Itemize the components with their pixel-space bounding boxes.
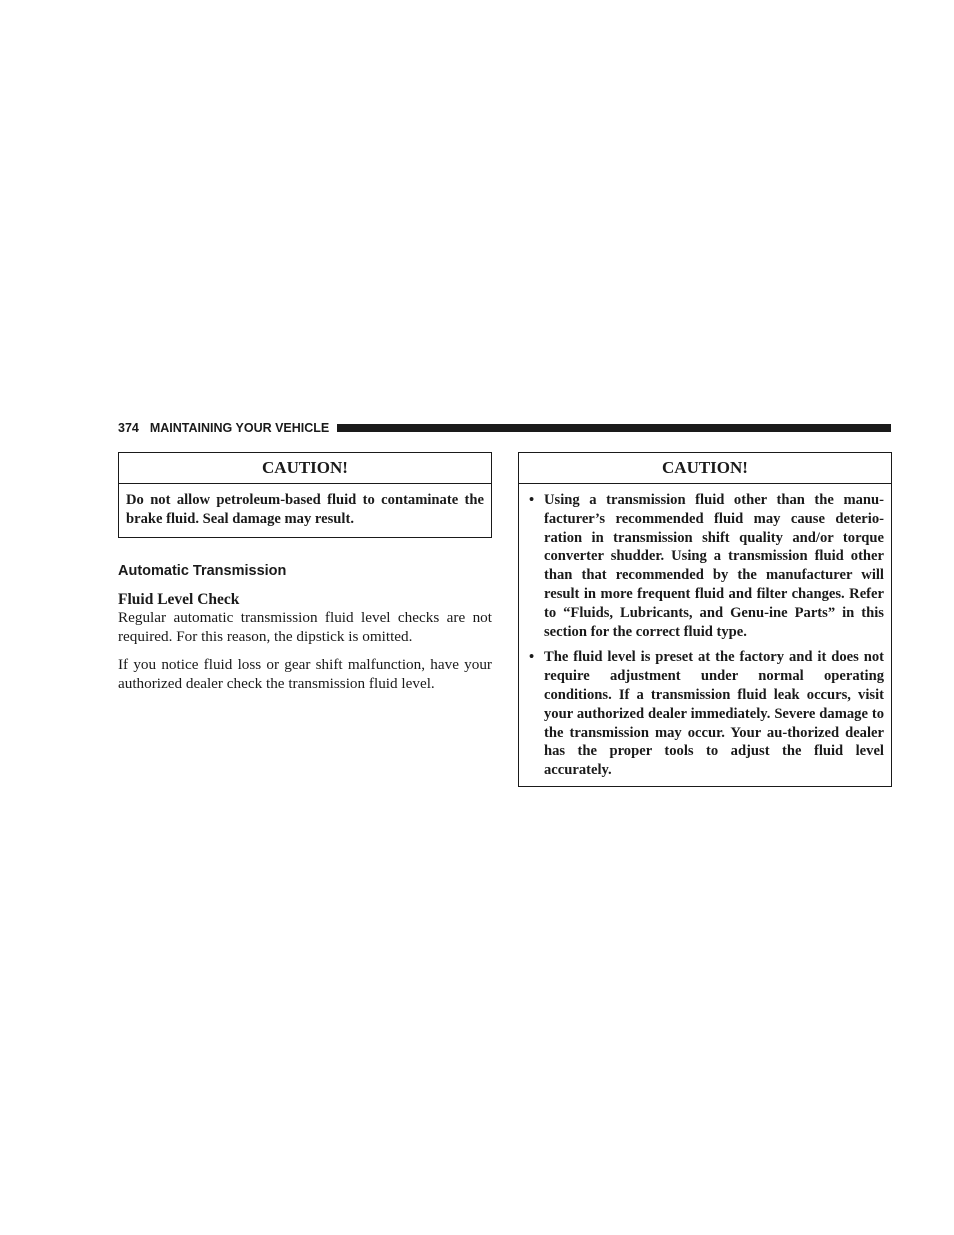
page-header bbox=[118, 420, 891, 436]
caution-title: CAUTION! bbox=[519, 453, 891, 484]
paragraph-fluid-check-info: Regular automatic transmission fluid level checks are not required. For this reason, the dipstick is omitted. bbox=[118, 609, 492, 645]
bullet-text: The fluid level is preset at the factory and it does not require adjustment under normal operating conditions. If a transmission fluid leak occurs, visit your authorized dealer immediately. Severe damage to the transmission may occur. Your au-thorized dealer has the proper tools to adjust the fluid level accurately. bbox=[544, 649, 884, 779]
section-heading-automatic-transmission: Automatic Transmission bbox=[118, 563, 287, 579]
page-number: 374 bbox=[118, 421, 139, 435]
paragraph-fluid-loss-advice: If you notice fluid loss or gear shift malfunction, have your authorized dealer check the transmission fluid level. bbox=[118, 656, 492, 692]
caution-text: Do not allow petroleum-based fluid to contaminate the brake fluid. Seal damage may result. bbox=[126, 492, 484, 527]
caution-body bbox=[519, 484, 891, 788]
section-title: MAINTAINING YOUR VEHICLE bbox=[149, 421, 330, 435]
caution-title: CAUTION! bbox=[119, 453, 491, 484]
caution-bullet-item bbox=[526, 491, 884, 641]
header-rule bbox=[337, 424, 891, 432]
caution-bullet-list bbox=[526, 491, 884, 780]
subheading-fluid-level-check: Fluid Level Check bbox=[118, 591, 240, 608]
caution-box-brake-fluid bbox=[118, 452, 492, 538]
caution-box-transmission-fluid bbox=[518, 452, 892, 787]
bullet-text: Using a transmission fluid other than the manu-facturer’s recommended fluid may cause deterio-ration in transmission shift quality and/or torque converter shudder. Using a transmission fluid other than that recommended by the manufacturer will result in more frequent fluid and filter changes. Refer to “Fluids, Lubricants, and Genu-ine Parts” in this section for the correct fluid type. bbox=[544, 492, 884, 640]
caution-bullet-item bbox=[526, 648, 884, 780]
bullet-icon: • bbox=[529, 649, 535, 666]
bullet-icon: • bbox=[529, 492, 535, 508]
